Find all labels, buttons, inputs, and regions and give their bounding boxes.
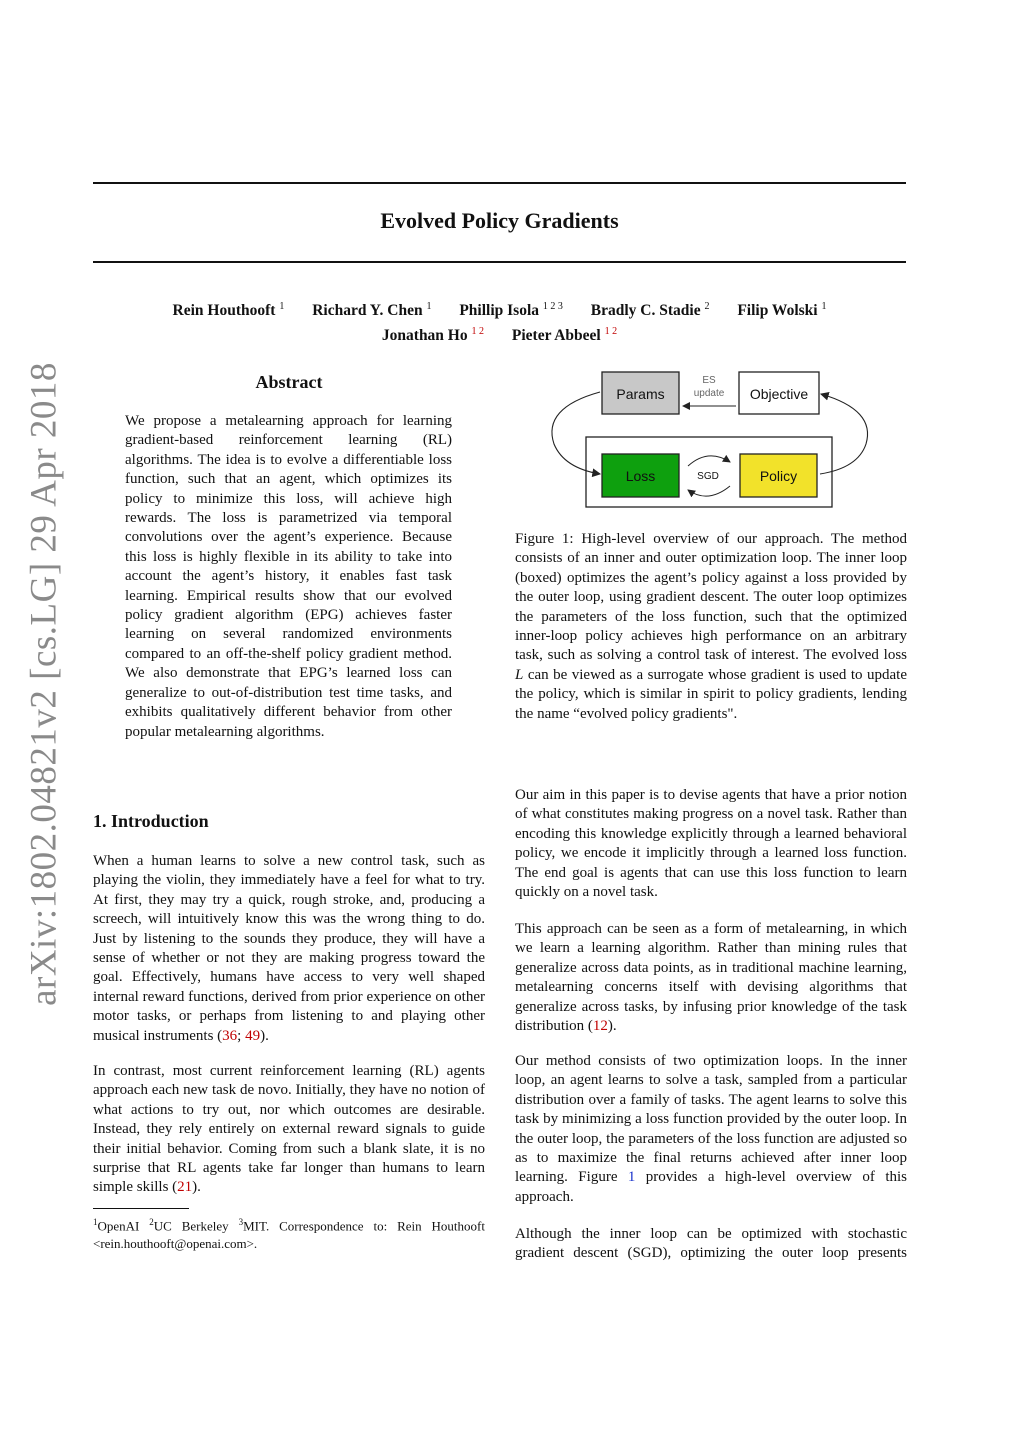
sgd-label: SGD	[697, 471, 719, 482]
author-list	[93, 296, 906, 346]
citation-link[interactable]: 12	[592, 1018, 608, 1035]
right-paragraph-1: Our aim in this paper is to devise agents that have a prior notion of what constitutes making progress on a novel task. Rather than encoding this knowledge explicitly through a learned behavioral policy, we encode it implicitly through a learned loss function. The end goal is agents that can use this loss function to learn quickly on a novel task.	[515, 787, 907, 901]
es-update-label: update	[693, 388, 725, 399]
introduction-heading: 1. Introduction	[93, 811, 209, 831]
abstract-text: We propose a metalearning approach for learning gradient-based reinforcement learning (RL) algorithms. The idea is to evolve a differentiable loss function, such that an agent, which optimizes its policy to minimize this loss, will achieve high rewards. The loss is parametrized via temporal convolutions over the agent’s experience. Because this loss is highly flexible in its ability to take into account the agent’s history, it enables fast task learning. Empirical results show that our evolved policy gradient algorithm (EPG) achieves faster learning on several randomized environments compared to an off-the-shelf policy gradient method. We also demonstrate that EPG’s learned loss can generalize to out-of-distribution test time tasks, and exhibits qualitatively different behavior from other popular metalearning algorithms.	[125, 413, 452, 740]
figure-1-caption: Figure 1: High-level overview of our approach. The method consists of an inner and outer optimization loop. The inner loop (boxed) optimizes the agent’s policy against a loss provided by the outer loop, using gradient descent. The outer loop optimizes the parameters of the loss function, such that the optimized inner-loop policy achieves high performance on an arbitrary task, such as solving a control task of interest. The evolved loss L can be viewed as a surrogate whose gradient is used to update the policy, which is similar in spirit to policy gradients, lending the name “evolved policy gradients".	[515, 531, 907, 722]
arxiv-margin-identifier: arXiv:1802.04821v2 [cs.LG] 29 Apr 2018	[23, 362, 65, 1006]
params-to-loss-arrow	[552, 392, 600, 474]
title-bottom-rule	[93, 261, 906, 263]
paper-title: Evolved Policy Gradients	[380, 208, 619, 233]
params-label: Params	[616, 386, 665, 402]
es-label: ES	[702, 375, 716, 386]
citation-link[interactable]: 21	[177, 1179, 193, 1196]
abstract-body	[125, 412, 452, 742]
introduction-paragraph-2: In contrast, most current reinforcement learning (RL) agents approach each new task de novo. Initially, they have no notion of what actions to try out, nor which outcomes are desirable. Instead, they rely entirely on external reward signals to guide their initial behavior. Coming from such a blank slate, it is no surprise that RL agents take far longer than humans to learn simple skills (21).	[93, 1063, 485, 1196]
sgd-arrow-top	[688, 456, 730, 466]
introduction-paragraph-1: When a human learns to solve a new control task, such as playing the violin, they immediately have a feel for what to try. At first, they may try a quick, rough stroke, and, producing a screech, will intuitively know this was the wrong thing to do. Just by listening to the sounds they produce, they will have a sense of whether or not they are making progress toward the goal. Effectively, humans have access to very well shaped internal reward functions, derived from prior experience on other motor tasks, or perhaps from listening to and playing other musical instruments (36; 49).	[93, 853, 485, 1044]
citation-link[interactable]: 49	[245, 1027, 261, 1044]
footnote-rule	[93, 1208, 189, 1209]
policy-to-objective-arrow	[820, 394, 868, 474]
author: Rein Houthooft $^1$	[172, 301, 285, 320]
author: Jonathan Ho $^{1 2}$	[381, 326, 484, 345]
citation-link[interactable]: 36	[222, 1027, 238, 1044]
footnote: $^1$OpenAI $^2$UC Berkeley $^3$MIT. Correspondence to: Rein Houthooft <rein.houthooft@openai.com>.	[93, 1217, 485, 1252]
author: Richard Y. Chen $^1$	[312, 301, 432, 320]
author: Filip Wolski $^1$	[737, 301, 827, 320]
title-top-rule	[93, 182, 906, 184]
right-paragraph-2: This approach can be seen as a form of metalearning, in which we learn a learning algorithm. Rather than mining rules that generalize across data points, as in traditional machine learning, metalearning concerns itself with devising algorithms that generalize across tasks, by infusing prior knowledge of the task distribution (12).	[515, 921, 907, 1035]
right-paragraph-4: Although the inner loop can be optimized with stochastic gradient descent (SGD), optimizing the outer loop presents	[515, 1226, 907, 1262]
objective-label: Objective	[749, 386, 809, 402]
abstract-heading: Abstract	[255, 372, 323, 392]
loss-label: Loss	[625, 468, 656, 484]
figure-1-diagram	[540, 360, 880, 520]
right-paragraph-3: Our method consists of two optimization loops. In the inner loop, an agent learns to solve a task, sampled from a particular distribution over a family of tasks. The agent learns to solve this task by minimizing a loss function provided by the outer loop. In the outer loop, the parameters of the loss function are adjusted so as to maximize the final returns achieved after inner loop learning. Figure 1 provides a high-level overview of this approach.	[515, 1053, 907, 1205]
policy-label: Policy	[759, 468, 798, 484]
author: Pieter Abbeel $^{1 2}$	[511, 326, 618, 345]
author: Phillip Isola $^{1 2 3}$	[459, 301, 563, 320]
author: Bradly C. Stadie $^2$	[590, 301, 710, 320]
figure-ref-link[interactable]: 1	[627, 1169, 636, 1186]
sgd-arrow-bottom	[688, 486, 730, 496]
